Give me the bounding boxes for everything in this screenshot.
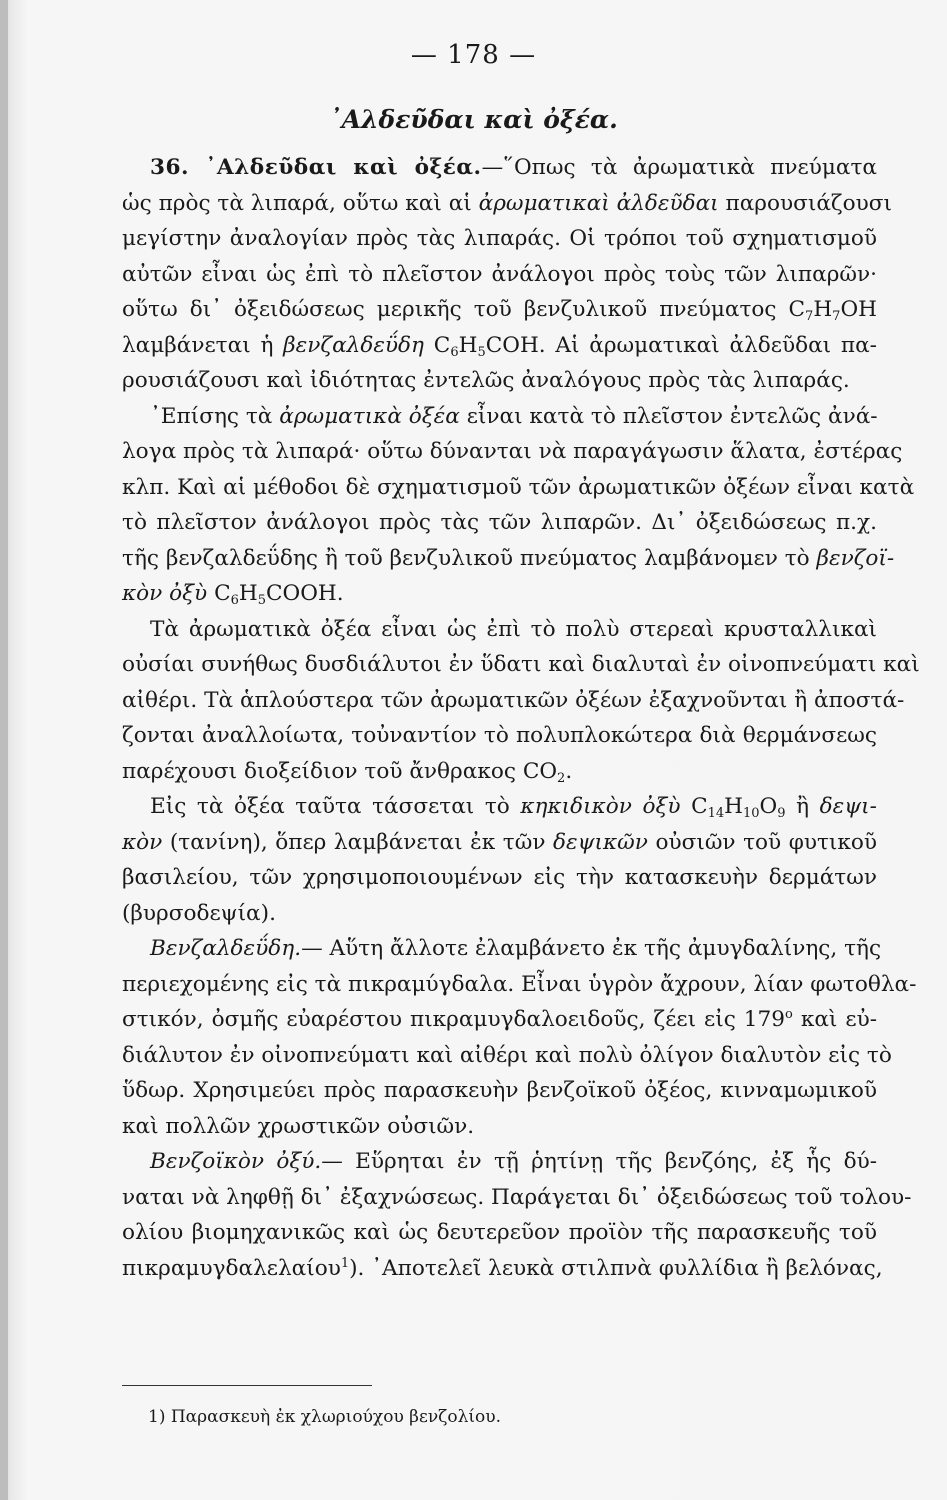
italic-term: ἀρωματικὰ ὀξέα xyxy=(279,403,460,429)
text-fragment: —῞Οπως τὰ ἀρωματικὰ πνεύματα xyxy=(481,155,877,180)
text-fragment: παρέχουσι διοξείδιον τοῦ ἄνθρακος xyxy=(122,758,516,784)
text-line xyxy=(122,399,877,435)
text-line xyxy=(122,754,877,790)
text-line: ναται νὰ ληφθῇ δι᾿ ἐξαχνώσεως. Παράγεται δι᾿ ὀξειδώσεως τοῦ τολου- xyxy=(122,1184,912,1210)
chemical-formula: $C_{14}H_{10}O_9$ xyxy=(691,794,786,821)
chemical-formula: $C_6H_5COOH$. xyxy=(214,581,344,608)
footnote-ref: 1 xyxy=(340,1255,350,1271)
italic-term: Βενζαλδεΰδη. xyxy=(150,936,302,961)
italic-term: κὸν ὀξὺ xyxy=(122,581,208,606)
text-line: (βυρσοδεψία). xyxy=(122,900,276,926)
italic-term: βενζοϊ- xyxy=(816,545,895,571)
chemical-formula: $C_6H_5COH$. xyxy=(433,332,546,360)
text-fragment: στικόν, ὀσμῆς εὐαρέστου πικραμυγδαλοειδοῦς, ζέει εἰς xyxy=(122,1007,736,1032)
text-line xyxy=(122,1002,877,1038)
text-line xyxy=(122,931,882,967)
text-line xyxy=(122,186,892,222)
section-lead: 36. ᾿Αλδεῦδαι καὶ ὀξέα. xyxy=(150,155,482,180)
italic-term: κὸν xyxy=(122,829,163,855)
text-line: περιεχομένης εἰς τὰ πικραμύγδαλα. Εἶναι ὑγρὸν ἄχρουν, λίαν φωτοθλα- xyxy=(122,971,917,997)
italic-term: ἀρωματικαὶ ἀλδεῦδαι xyxy=(478,190,719,216)
text-line xyxy=(122,541,895,577)
italic-term: κηκιδικὸν ὀξὺ xyxy=(520,794,681,819)
italic-term: δεψι- xyxy=(819,794,877,819)
text-line xyxy=(122,825,877,861)
text-fragment: ᾿Επίσης τὰ xyxy=(150,403,273,429)
footnote-divider xyxy=(122,1385,372,1386)
chemical-formula: $C_7H_7OH$ xyxy=(788,297,877,324)
text-line xyxy=(122,328,877,364)
text-fragment: εἶναι κατὰ τὸ πλεῖστον ἐντελῶς ἀνά- xyxy=(466,403,878,429)
temperature: 179$^o$ xyxy=(743,1007,793,1032)
text-fragment: τῆς βενζαλδεΰδης ἢ τοῦ βενζυλικοῦ πνεύματος λαμβάνομεν τὸ xyxy=(122,545,810,571)
footnote: 1) Παρασκευὴ ἐκ χλωριούχου βενζολίου. xyxy=(148,1407,502,1427)
text-fragment: ). ᾿Αποτελεῖ λευκὰ στιλπνὰ φυλλίδια ἢ βελόνας, xyxy=(349,1255,883,1281)
text-line: βασιλείου, τῶν χρησιμοποιουμένων εἰς τὴν κατασκευὴν δερμάτων xyxy=(122,865,877,890)
text-line: ολίου βιομηχανικῶς καὶ ὡς δευτερεῦον προϊὸν τῆς παρασκευῆς τοῦ xyxy=(122,1220,877,1245)
text-line xyxy=(122,1144,877,1180)
text-line: Τὰ ἀρωματικὰ ὀξέα εἶναι ὡς ἐπὶ τὸ πολὺ στερεαὶ κρυσταλλικαὶ xyxy=(150,616,877,642)
text-fragment: λαμβάνεται ἡ xyxy=(122,332,274,358)
section-heading: ᾿Αλδεῦδαι καὶ ὀξέα. xyxy=(329,105,618,134)
text-line: τὸ πλεῖστον ἀνάλογοι πρὸς τὰς τῶν λιπαρῶν. Δι᾿ ὀξειδώσεως π.χ. xyxy=(122,510,877,535)
text-line: αἰθέρι. Τὰ ἁπλούστερα τῶν ἀρωματικῶν ὀξέων ἐξαχνοῦνται ἢ ἀποστά- xyxy=(122,687,905,713)
text-fragment: οὐσιῶν τοῦ φυτικοῦ xyxy=(655,829,878,855)
text-line: λογα πρὸς τὰ λιπαρά· οὕτω δύνανται νὰ παραγάγωσιν ἅλατα, ἐστέρας xyxy=(122,439,903,464)
text-fragment: (τανίνη), ὅπερ λαμβάνεται ἐκ τῶν xyxy=(169,829,546,855)
text-line: οὐσίαι συνήθως δυσδιάλυτοι ἐν ὕδατι καὶ διαλυταὶ ἐν οἰνοπνεύματι καὶ xyxy=(122,652,920,677)
text-fragment: — Εὕρηται ἐν τῇ ῥητίνῃ τῆς βενζόης, ἐξ ἧς δύ- xyxy=(321,1149,878,1174)
text-fragment: παρουσιάζουσι xyxy=(725,190,892,216)
text-line: καὶ πολλῶν χρωστικῶν οὐσιῶν. xyxy=(122,1113,475,1139)
chemical-formula: $CO_2$. xyxy=(522,758,573,786)
text-fragment: καὶ εὐ- xyxy=(800,1007,877,1032)
text-line: ζονται ἀναλλοίωτα, τοὐναντίον τὸ πολυπλοκώτερα διὰ θερμάνσεως xyxy=(122,723,877,748)
text-fragment: ὡς πρὸς τὰ λιπαρά, οὕτω καὶ αἱ xyxy=(122,190,472,216)
text-fragment: Αἱ ἀρωματικαὶ ἀλδεῦδαι πα- xyxy=(555,332,877,358)
text-line: κλπ. Καὶ αἱ μέθοδοι δὲ σχηματισμοῦ τῶν ἀρωματικῶν ὀξέων εἶναι κατὰ xyxy=(122,474,915,500)
italic-term: Βενζοϊκὸν ὀξύ. xyxy=(150,1149,322,1174)
text-line xyxy=(122,789,877,825)
text-line: διάλυτον ἐν οἰνοπνεύματι καὶ αἰθέρι καὶ πολὺ ὀλίγον διαλυτὸν εἰς τὸ xyxy=(122,1042,892,1068)
text-line xyxy=(122,150,877,186)
text-line xyxy=(122,576,877,612)
page-number: — 178 — xyxy=(410,40,537,70)
text-line xyxy=(122,292,877,328)
text-fragment: — Αὕτη ἄλλοτε ἐλαμβάνετο ἐκ τῆς ἀμυγδαλίνης, τῆς xyxy=(301,936,882,961)
text-fragment: οὕτω δι᾿ ὀξειδώσεως μερικῆς τοῦ βενζυλικοῦ πνεύματος xyxy=(122,297,777,322)
text-fragment: ἢ xyxy=(796,794,810,819)
text-line xyxy=(122,1251,883,1287)
text-line: ρουσιάζουσι καὶ ἰδιότητας ἐντελῶς ἀναλόγους πρὸς τὰς λιπαράς. xyxy=(122,368,850,393)
italic-term: βενζαλδεΰδη xyxy=(283,332,424,358)
text-line: αὐτῶν εἶναι ὡς ἐπὶ τὸ πλεῖστον ἀνάλογοι πρὸς τοὺς τῶν λιπαρῶν· xyxy=(122,261,877,287)
text-fragment: Εἰς τὰ ὀξέα ταῦτα τάσσεται τὸ xyxy=(150,794,510,819)
italic-term: δεψικῶν xyxy=(553,829,648,855)
text-line: μεγίστην ἀναλογίαν πρὸς τὰς λιπαράς. Οἱ τρόποι τοῦ σχηματισμοῦ xyxy=(122,226,877,251)
book-spine-shadow xyxy=(0,0,8,1500)
text-line: ὕδωρ. Χρησιμεύει πρὸς παρασκευὴν βενζοϊκοῦ ὀξέος, κινναμωμικοῦ xyxy=(122,1078,877,1103)
text-fragment: πικραμυγδαλελαίου xyxy=(122,1255,341,1281)
body-text xyxy=(122,150,920,1286)
